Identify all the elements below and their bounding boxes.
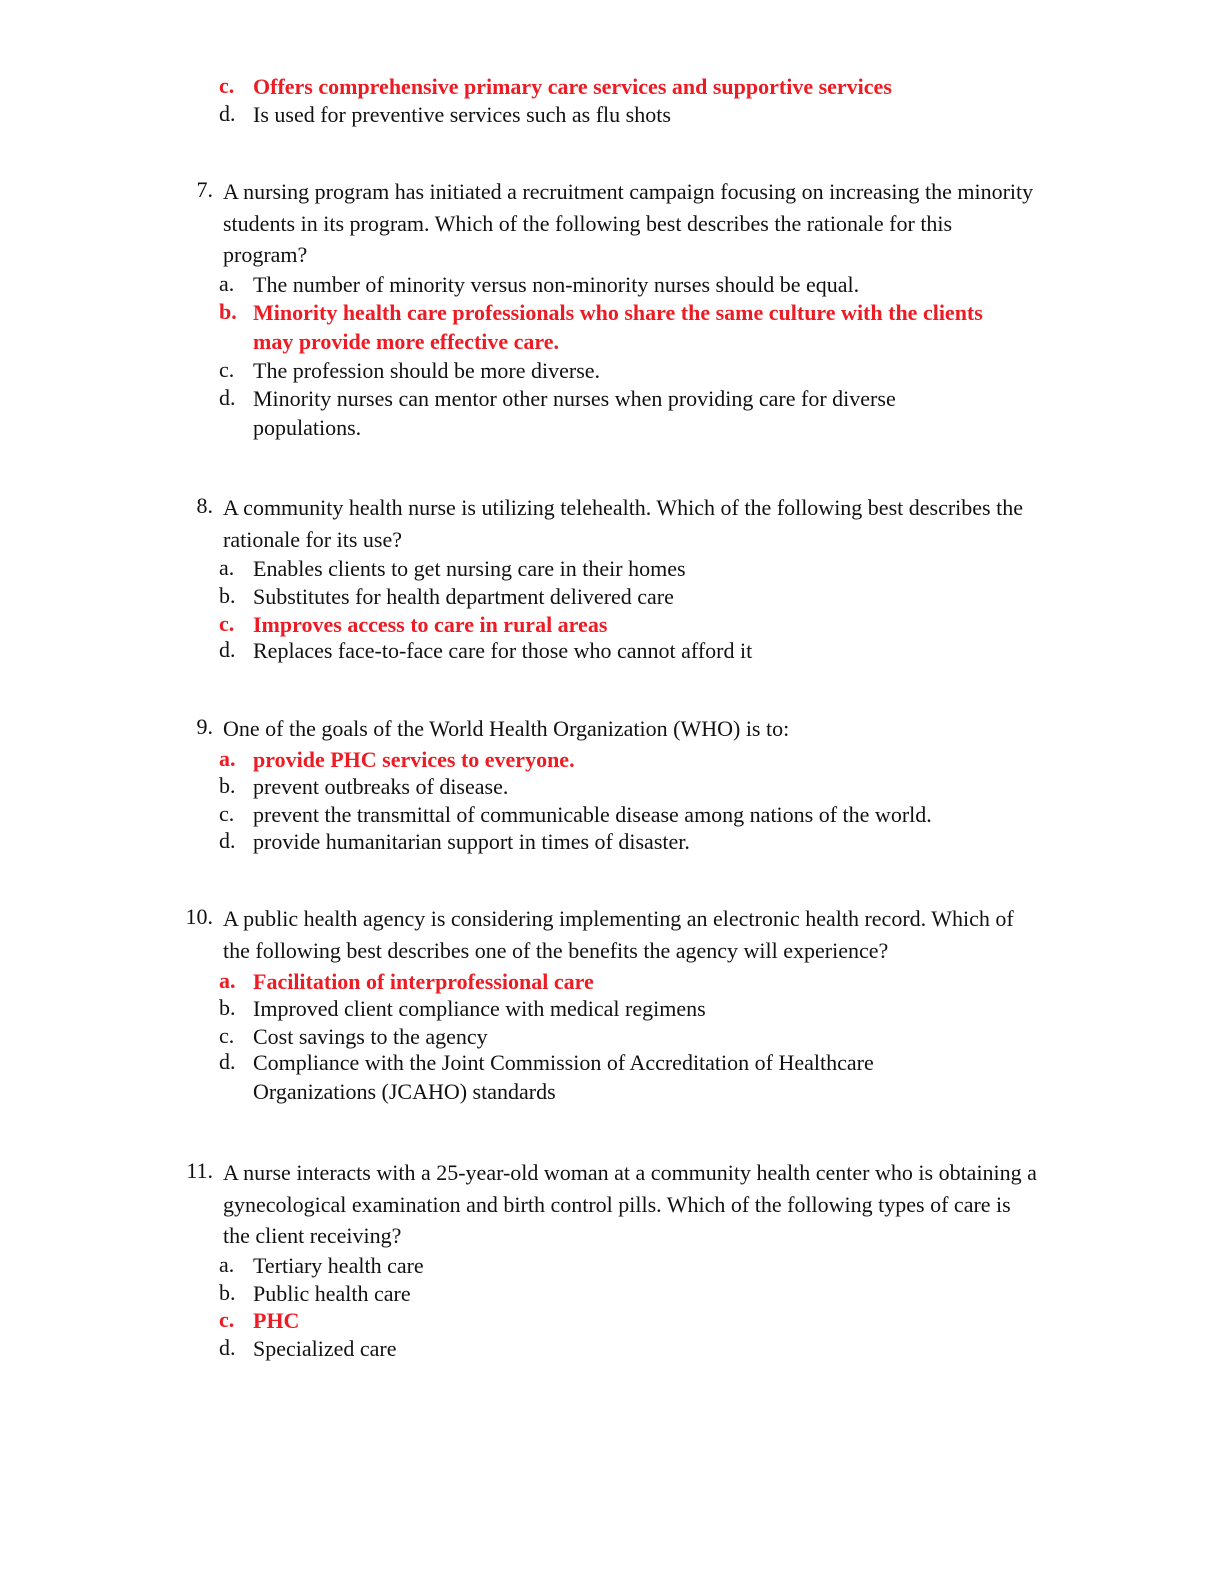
option-letter: a. xyxy=(219,746,236,771)
stem-line: the following best describes one of the benefits the agency will experience? xyxy=(223,937,889,963)
option-letter: d. xyxy=(219,1049,236,1074)
option-text: Improved client compliance with medical regimens xyxy=(253,996,706,1021)
stem-line: A nursing program has initiated a recruitment campaign focusing on increasing the minority xyxy=(223,179,1034,204)
option-text: may provide more effective care. xyxy=(253,329,560,354)
option-letter: c. xyxy=(219,611,235,636)
stem-line: program? xyxy=(223,242,308,267)
option-letter: b. xyxy=(219,299,237,324)
stem-line: A community health nurse is utilizing telehealth. Which of the following best describes the xyxy=(223,495,1023,520)
option-text: PHC xyxy=(253,1308,300,1333)
option-text: The number of minority versus non-minority nurses should be equal. xyxy=(253,272,860,297)
stem-line: rationale for its use? xyxy=(223,526,402,552)
option-text: Compliance with the Joint Commission of Accreditation of Healthcare xyxy=(253,1050,874,1075)
option-letter: a. xyxy=(219,555,235,580)
stem-line: A nurse interacts with a 25-year-old woman at a community health center who is obtaining a xyxy=(223,1160,1037,1185)
stem-line: gynecological examination and birth control pills. Which of the following types of care is xyxy=(223,1191,1011,1217)
option-text: Enables clients to get nursing care in their homes xyxy=(253,556,686,581)
option-text: Public health care xyxy=(253,1281,411,1306)
option-text: Minority health care professionals who share the same culture with the clients xyxy=(253,300,983,325)
option-letter: b. xyxy=(219,583,236,608)
option-text: Minority nurses can mentor other nurses when providing care for diverse xyxy=(253,386,896,411)
question-number: 7. xyxy=(196,177,213,202)
option-text: prevent outbreaks of disease. xyxy=(253,774,509,799)
option-letter: c. xyxy=(219,1307,235,1332)
option-text: Organizations (JCAHO) standards xyxy=(253,1079,556,1104)
option-letter: b. xyxy=(219,773,236,798)
option-text: Replaces face-to-face care for those who cannot afford it xyxy=(253,638,753,663)
option-letter: c. xyxy=(219,801,235,826)
option-letter: d. xyxy=(219,637,236,662)
option-letter: b. xyxy=(219,1280,236,1305)
option-text: Improves access to care in rural areas xyxy=(253,612,608,637)
stem-line: A public health agency is considering implementing an electronic health record. Which of xyxy=(223,906,1014,931)
question-number: 11. xyxy=(186,1158,213,1183)
option-letter: d. xyxy=(219,1335,236,1360)
option-letter: b. xyxy=(219,995,236,1020)
option-text: Tertiary health care xyxy=(253,1253,424,1278)
option-text: Specialized care xyxy=(253,1336,397,1361)
question-number: 9. xyxy=(196,714,213,739)
option-letter: d. xyxy=(219,385,236,410)
option-text: provide humanitarian support in times of disaster. xyxy=(253,829,690,854)
option-letter: c. xyxy=(219,1023,235,1048)
option-text: Substitutes for health department delivered care xyxy=(253,584,674,609)
option-text: Offers comprehensive primary care services and supportive services xyxy=(253,74,892,99)
option-letter: c. xyxy=(219,357,235,382)
option-text: The profession should be more diverse. xyxy=(253,358,601,383)
option-letter: a. xyxy=(219,271,235,296)
option-text: prevent the transmittal of communicable disease among nations of the world. xyxy=(253,802,932,827)
option-text: Facilitation of interprofessional care xyxy=(253,969,594,994)
option-letter: a. xyxy=(219,1252,235,1277)
option-text: Cost savings to the agency xyxy=(253,1024,488,1049)
option-letter: a. xyxy=(219,968,236,993)
stem-line: the client receiving? xyxy=(223,1223,402,1248)
option-letter: d. xyxy=(219,101,236,126)
option-text: populations. xyxy=(253,415,362,440)
question-number: 8. xyxy=(196,493,213,518)
stem-line: students in its program. Which of the following best describes the rationale for this xyxy=(223,210,953,236)
option-letter: d. xyxy=(219,828,236,853)
stem-line: One of the goals of the World Health Organization (WHO) is to: xyxy=(223,716,790,741)
option-text: Is used for preventive services such as flu shots xyxy=(253,102,671,127)
question-number: 10. xyxy=(185,904,213,929)
option-letter: c. xyxy=(219,73,235,98)
option-text: provide PHC services to everyone. xyxy=(253,747,575,772)
